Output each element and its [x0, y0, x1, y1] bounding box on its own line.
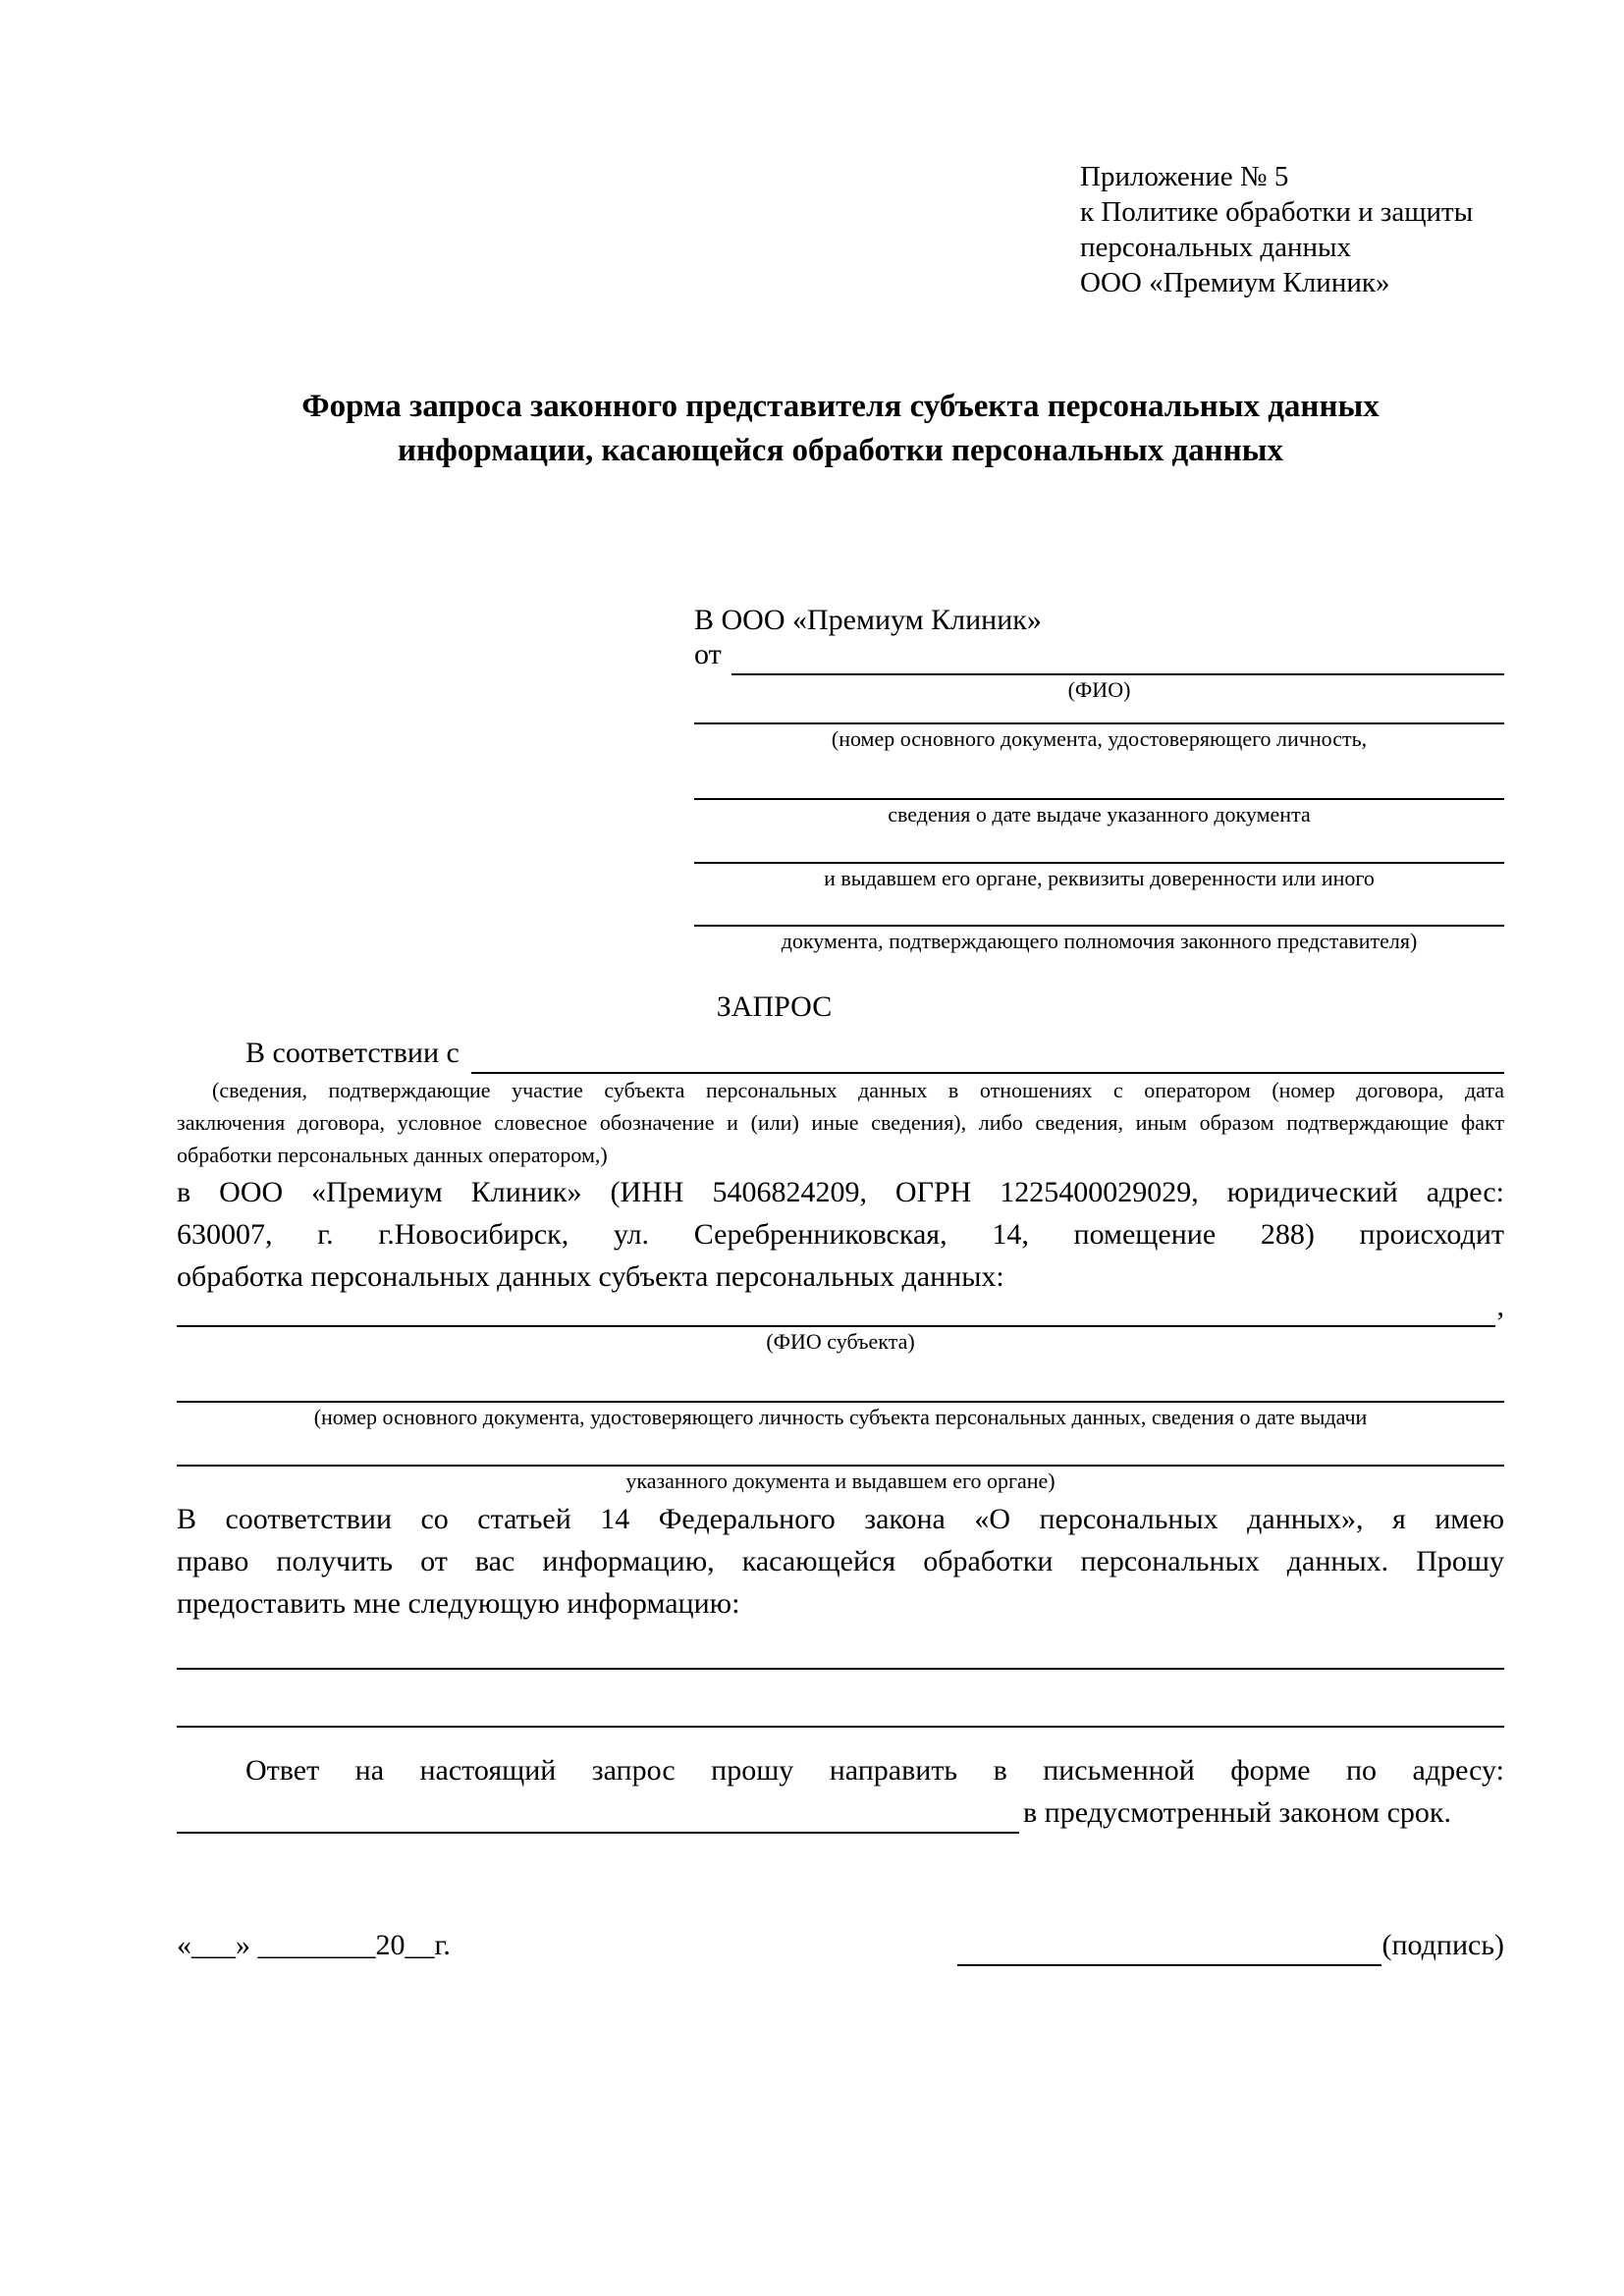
answer-paragraph-line-2	[177, 1791, 1504, 1834]
law-paragraph	[177, 1498, 1504, 1625]
page-title-line-1: Форма запроса законного представителя субъекта персональных данных	[301, 389, 1380, 424]
blank-line-information-2	[177, 1670, 1504, 1728]
operator-paragraph-line-1: в ООО «Премиум Клиник» (ИНН 5406824209, ОГРН 1225400029029, юридический адрес:	[177, 1176, 1504, 1208]
blank-line-information-1	[177, 1625, 1504, 1670]
caption-issue-date: сведения о дате выдаче указанного документа	[888, 802, 1311, 827]
footer-row	[177, 1924, 1504, 1966]
date-line: «___» ________20__г.	[177, 1929, 451, 1961]
blank-line-authority-document	[694, 893, 1504, 927]
answer-address-blank-line	[177, 1832, 1019, 1834]
operator-paragraph-line-3: обработка персональных данных субъекта персональных данных:	[177, 1260, 1004, 1293]
law-paragraph-line-2: право получить от вас информацию, касающейся обработки персональных данных. Прошу	[177, 1545, 1504, 1577]
page-title-line-2: информации, касающейся обработки персональных данных	[398, 433, 1283, 468]
from-label: от	[694, 638, 722, 670]
appendix-line-4: ООО «Премиум Клиник»	[1080, 267, 1390, 298]
caption-subject-document: (номер основного документа, удостоверяющего личность субъекта персональных данных, сведения о дате выдачи	[313, 1405, 1368, 1429]
request-heading: ЗАПРОС	[716, 990, 833, 1023]
caption-issuing-authority: и выдавшем его органе, реквизиты доверенности или иного	[824, 866, 1375, 890]
addressee-to: В ООО «Премиум Клиник»	[694, 604, 1042, 636]
caption-document-number: (номер основного документа, удостоверяющего личность,	[831, 726, 1368, 751]
fio-caption: (ФИО)	[1067, 677, 1131, 702]
caption-subject-authority: указанного документа и выдавшем его органе)	[625, 1468, 1056, 1493]
subject-fio-caption: (ФИО субъекта)	[766, 1329, 915, 1354]
appendix-block	[1080, 159, 1504, 300]
signature-cell	[957, 1924, 1504, 1966]
blank-line-subject-document	[177, 1357, 1504, 1403]
accordance-note-line-1: (сведения, подтверждающие участие субъекта персональных данных в отношениях с оператором (номер договора, дата	[212, 1078, 1504, 1102]
appendix-line-1: Приложение № 5	[1080, 161, 1289, 192]
operator-paragraph-line-2: 630007, г. г.Новосибирск, ул. Серебренниковская, 14, помещение 288) происходит	[177, 1218, 1504, 1251]
subject-fio-comma: ,	[1496, 1290, 1504, 1322]
accordance-note	[177, 1074, 1504, 1171]
blank-line-issuing-authority	[694, 829, 1504, 864]
accordance-label: В соответствии с	[245, 1037, 460, 1069]
appendix-line-2: к Политике обработки и защиты	[1080, 196, 1474, 228]
operator-paragraph	[177, 1171, 1504, 1298]
blank-line-issue-date	[694, 754, 1504, 800]
accordance-note-line-2: заключения договора, условное словесное обозначение и (или) иные сведения), либо сведения, иным образом подтверждающие факт	[177, 1110, 1504, 1135]
addressee-from-row	[694, 638, 1504, 675]
law-paragraph-line-3: предоставить мне следующую информацию:	[177, 1587, 740, 1620]
signature-blank-line	[957, 1931, 1381, 1966]
blank-line-subject-authority	[177, 1432, 1504, 1467]
subject-fio-row	[177, 1290, 1504, 1327]
appendix-line-3: персональных данных	[1080, 232, 1352, 263]
accordance-note-line-3: обработки персональных данных оператором,)	[177, 1143, 608, 1167]
answer-paragraph-line-1: Ответ на настоящий запрос прошу направить в письменной форме по адресу:	[245, 1754, 1504, 1787]
accordance-row	[177, 1029, 1504, 1074]
law-paragraph-line-1: В соответствии со статьей 14 Федерального закона «О персональных данных», я имею	[177, 1503, 1504, 1535]
page-title	[177, 385, 1504, 473]
blank-line-document-number	[694, 705, 1504, 724]
caption-authority-document: документа, подтверждающего полномочия законного представителя)	[781, 929, 1418, 953]
addressee-block	[694, 599, 1504, 956]
signature-caption: (подпись)	[1381, 1929, 1504, 1961]
answer-paragraph-suffix: в предусмотренный законом срок.	[1023, 1796, 1451, 1829]
